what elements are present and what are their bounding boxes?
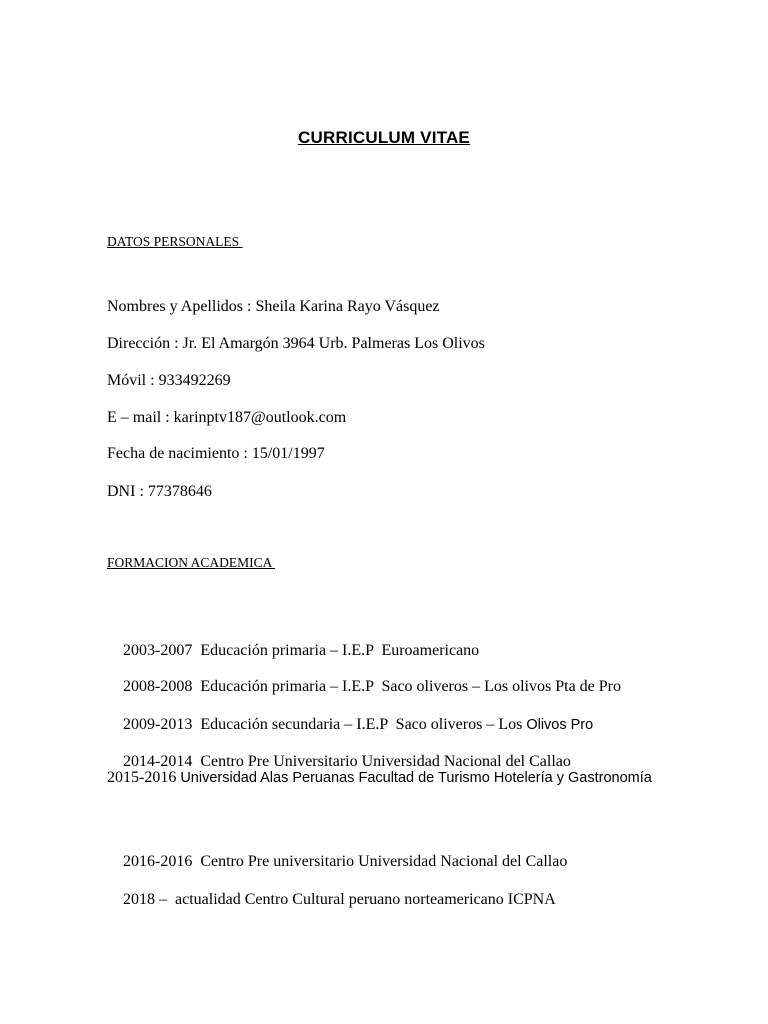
- academic-entry: [107, 870, 556, 930]
- personal-email-line: E – mail : karinptv187@outlook.com: [107, 409, 347, 426]
- academic-entry-text-sans: Olivos Pro: [526, 717, 594, 733]
- academic-entry: [107, 764, 667, 792]
- document-title: CURRICULUM VITAE: [298, 128, 470, 147]
- section-heading-academic: FORMACION ACADEMICA: [107, 555, 276, 570]
- academic-entry-text: 2014-2014 Centro Pre Universitario Universidad Nacional del Callao: [123, 753, 571, 770]
- academic-entry-text: 2003-2007 Educación primaria – I.E.P Euroamericano: [123, 642, 480, 659]
- section-heading-personal-data: DATOS PERSONALES: [107, 234, 243, 249]
- academic-entry-text-sans: Universidad Alas Peruanas Facultad de Turismo Hotelería y Gastronomía: [180, 770, 652, 786]
- personal-name-line: Nombres y Apellidos : Sheila Karina Rayo Vásquez: [107, 298, 440, 315]
- academic-entry-text: 2016-2016 Centro Pre universitario Universidad Nacional del Callao: [123, 853, 568, 870]
- personal-address-line: Dirección : Jr. El Amargón 3964 Urb. Palmeras Los Olivos: [107, 335, 485, 352]
- academic-entry-text: 2015-2016: [107, 769, 181, 786]
- personal-dni-line: DNI : 77378646: [107, 483, 212, 500]
- personal-birthdate-line: Fecha de nacimiento : 15/01/1997: [107, 445, 325, 462]
- academic-entry-text: 2008-2008 Educación primaria – I.E.P Saco oliveros – Los olivos Pta de Pro: [123, 678, 621, 695]
- personal-mobile-line: Móvil : 933492269: [107, 372, 231, 389]
- academic-entry-text: 2018 – actualidad Centro Cultural peruano norteamericano ICPNA: [123, 891, 556, 908]
- academic-entry-text: 2009-2013 Educación secundaria – I.E.P Saco oliveros – Los: [123, 716, 527, 733]
